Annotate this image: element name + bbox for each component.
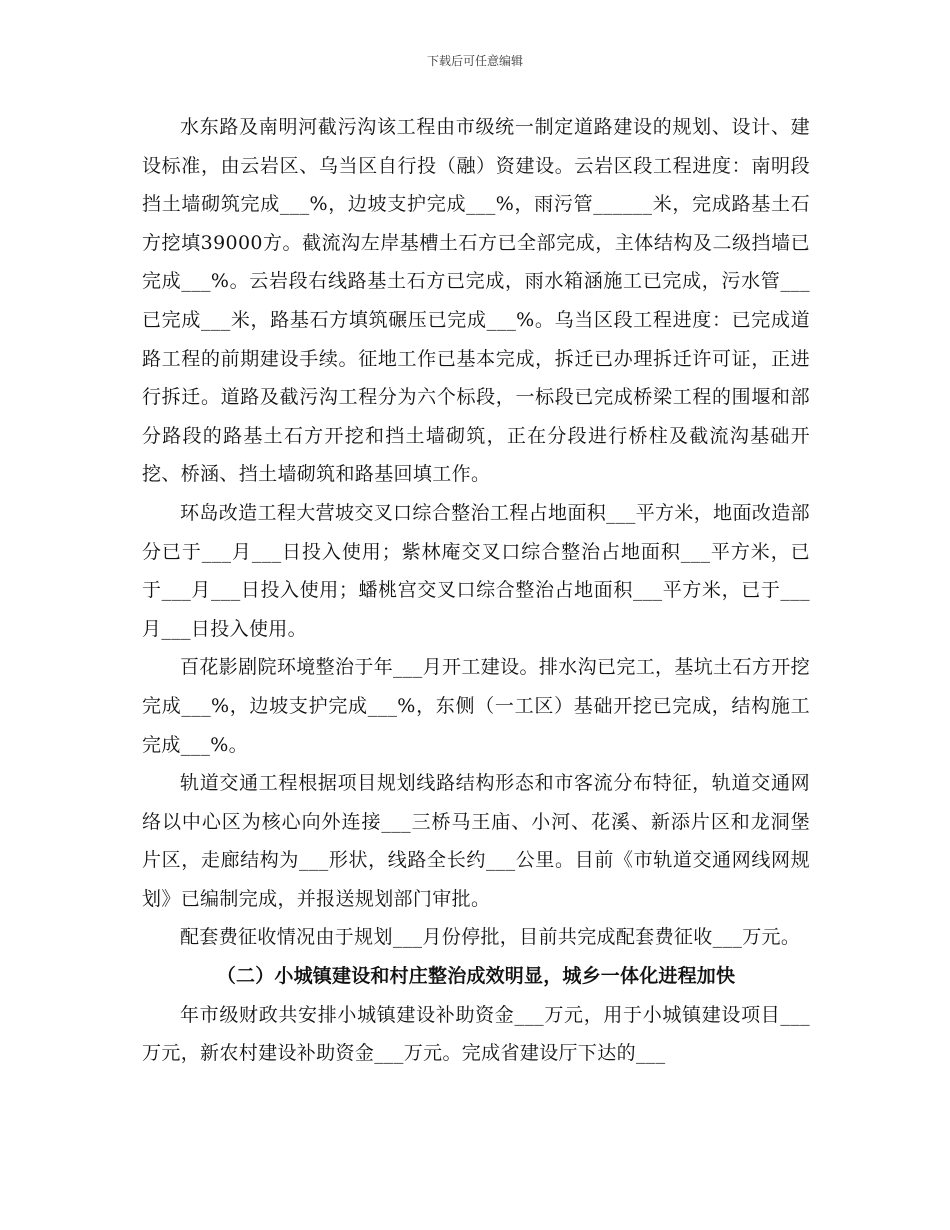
paragraph-town-funding: 年市级财政共安排小城镇建设补助资金___万元，用于小城镇建设项目___万元，新农村建设补助资金___万元。完成省建设厅下达的___ xyxy=(142,1003,810,1065)
paragraph-fee-collection: 配套费征收情况由于规划___月份停批，目前共完成配套费征收___万元。 xyxy=(180,926,801,949)
section-heading: （二）小城镇建设和村庄整治成效明显，城乡一体化进程加快 xyxy=(216,965,736,988)
download-note: 下载后可任意编辑 xyxy=(426,54,523,68)
paragraph-rail-transit: 轨道交通工程根据项目规划线路结构形态和市客流分布特征，轨道交通网络以中心区为核心向外连接___三桥马王庙、小河、花溪、新添片区和龙洞堡片区，走廊结构为___形状，线路全长约___公里。目前《市轨道交通网线网规划》已编制完成，并报送规划部门审批。 xyxy=(142,772,810,910)
document-body xyxy=(142,108,810,1073)
paragraph-shuidong-road: 水东路及南明河截污沟该工程由市级统一制定道路建设的规划、设计、建设标准，由云岩区、乌当区自行投（融）资建设。云岩区段工程进度：南明段挡土墙砌筑完成___%，边坡支护完成___%，雨污管______米，完成路基土石方挖填39000方。截流沟左岸基槽土石方已全部完成，主体结构及二级挡墙已完成___%。云岩段右线路基土石方已完成，雨水箱涵施工已完成，污水管___已完成___米，路基石方填筑碾压已完成___%。乌当区段工程进度：已完成道路工程的前期建设手续。征地工作已基本完成，拆迁已办理拆迁许可证，正进行拆迁。道路及截污沟工程分为六个标段，一标段已完成桥梁工程的围堰和部分路段的路基土石方开挖和挡土墙砌筑，正在分段进行桥柱及截流沟基础开挖、桥涵、挡土墙砌筑和路基回填工作。 xyxy=(142,116,810,486)
paragraph-roundabout: 环岛改造工程大营坡交叉口综合整治工程占地面积___平方米，地面改造部分已于___月___日投入使用；紫林庵交叉口综合整治占地面积___平方米，已于___月___日投入使用；蟠桃宫交叉口综合整治占地面积___平方米，已于___月___日投入使用。 xyxy=(142,501,810,640)
paragraph-baihua-theater: 百花影剧院环境整治于年___月开工建设。排水沟已完工，基坑土石方开挖完成___%，边坡支护完成___%，东侧（一工区）基础开挖已完成，结构施工完成___%。 xyxy=(142,656,810,756)
